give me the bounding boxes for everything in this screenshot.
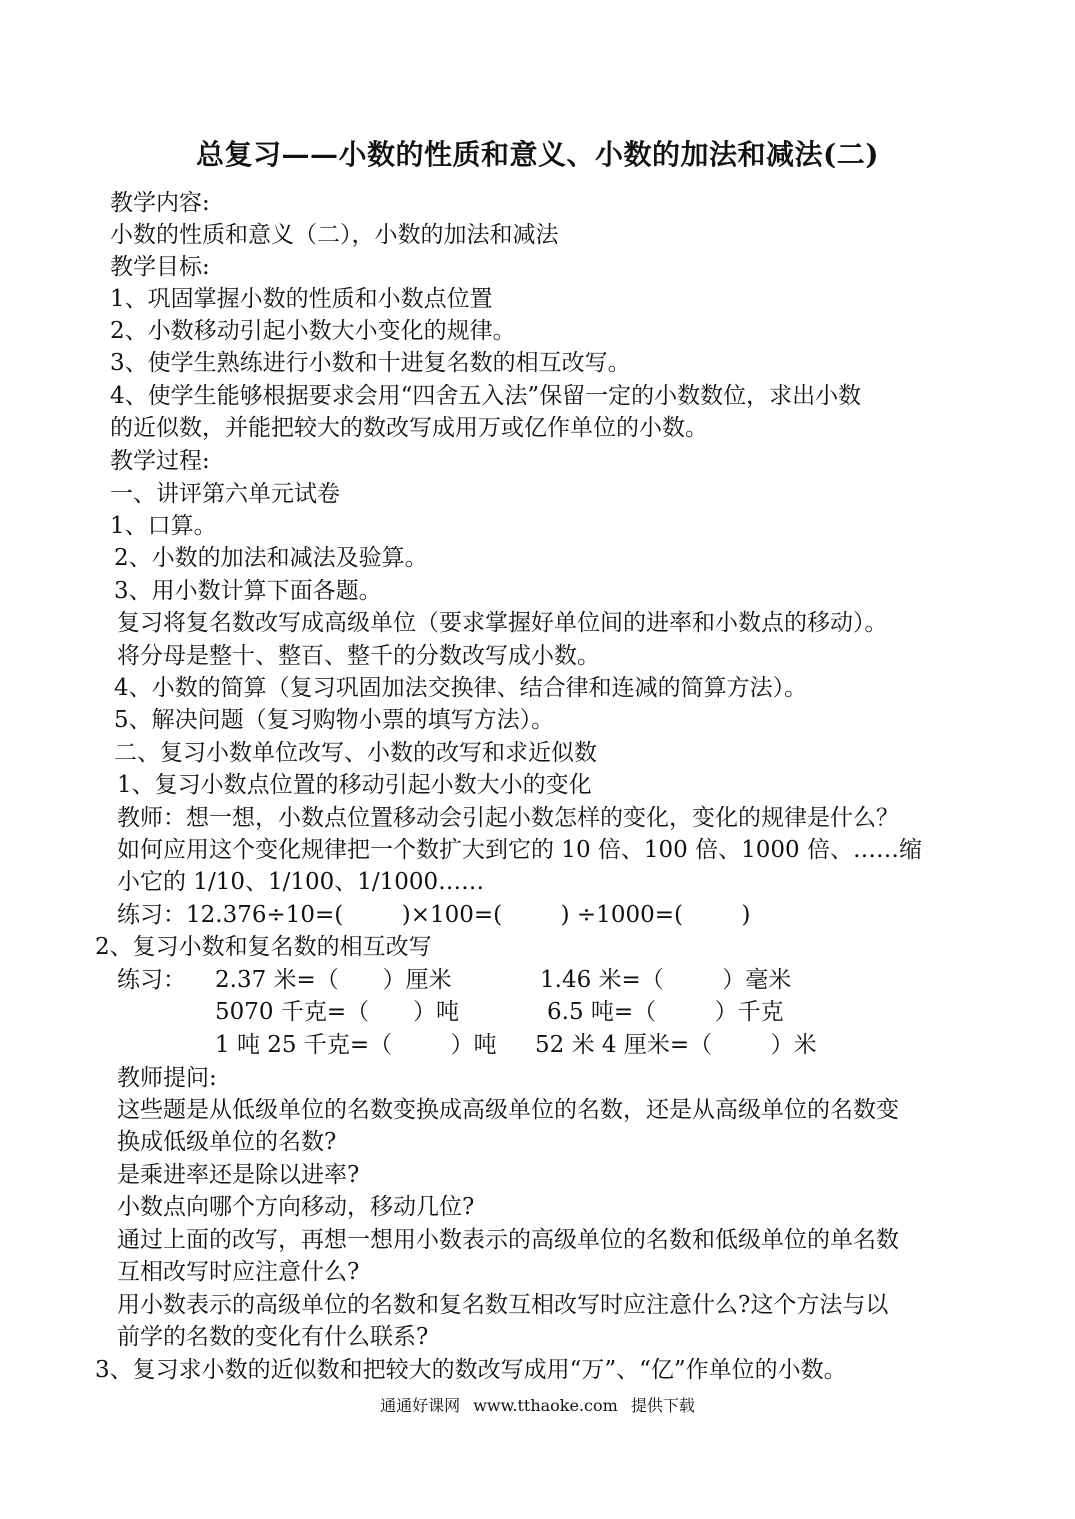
question-line: 小数点向哪个方向移动，移动几位? [117, 1194, 475, 1220]
exercise-item: 1 吨 25 千克=（ ）吨 [215, 1032, 497, 1058]
part1-item: 复习将复名数改写成高级单位（要求掌握好单位间的进率和小数点的移动）。 [117, 610, 888, 636]
question-line: 这些题是从低级单位的名数变换成高级单位的名数，还是从高级单位的名数变 [117, 1097, 899, 1123]
exercise-item: 2.37 米=（ ）厘米 [215, 967, 452, 993]
content-text: 小数的性质和意义（二），小数的加法和减法 [110, 222, 559, 248]
part2-sub2: 2、复习小数和复名数的相互改写 [95, 934, 432, 960]
content-heading: 教学内容: [110, 190, 210, 216]
footer-note: 提供下载 [630, 1396, 695, 1415]
part2-heading: 二、复习小数单位改写、小数的改写和求近似数 [114, 740, 597, 766]
page-title: 总复习——小数的性质和意义、小数的加法和减法(二) [196, 138, 879, 171]
footer-site-name: 通通好课网 [380, 1396, 461, 1415]
exercise-item: 1.46 米=（ ）毫米 [540, 967, 792, 993]
part2-sub3: 3、复习求小数的近似数和把较大的数改写成用“万”、“亿”作单位的小数。 [95, 1357, 847, 1383]
exercise-item: 5070 千克=（ ）吨 [215, 999, 459, 1025]
question-line: 通过上面的改写，再想一想用小数表示的高级单位的名数和低级单位的单名数 [117, 1227, 899, 1253]
exercise-item: 6.5 吨=（ ）千克 [547, 999, 784, 1025]
goal-item: 1、巩固掌握小数的性质和小数点位置 [110, 286, 493, 312]
part1-item: 5、解决问题（复习购物小票的填写方法）。 [114, 707, 555, 733]
footer-url[interactable]: www.tthaoke.com [473, 1396, 618, 1415]
practice-line: 练习：12.376÷10=( )×100=( ) ÷1000=( ) [117, 902, 751, 928]
question-line: 换成低级单位的名数? [117, 1129, 337, 1155]
question-line: 用小数表示的高级单位的名数和复名数互相改写时应注意什么?这个方法与以 [117, 1292, 889, 1318]
goals-heading: 教学目标: [110, 254, 210, 280]
exercise-item: 52 米 4 厘米=（ ）米 [535, 1032, 817, 1058]
goal-item: 3、使学生熟练进行小数和十进复名数的相互改写。 [110, 350, 631, 376]
question-line: 是乘进率还是除以进率? [117, 1162, 360, 1188]
teacher-prompt: 如何应用这个变化规律把一个数扩大到它的 10 倍、100 倍、1000 倍、……缩 [117, 837, 922, 863]
teacher-ask: 教师提问: [117, 1065, 217, 1091]
page-footer [0, 1393, 1075, 1416]
process-heading: 教学过程: [110, 448, 210, 474]
teacher-prompt: 小它的 1/10、1/100、1/1000…… [117, 869, 485, 895]
part1-item: 2、小数的加法和减法及验算。 [114, 545, 428, 571]
goal-item: 4、使学生能够根据要求会用“四舍五入法”保留一定的小数数位，求出小数 [110, 383, 862, 409]
goal-item: 2、小数移动引起小数大小变化的规律。 [110, 318, 516, 344]
question-line: 前学的名数的变化有什么联系? [117, 1324, 429, 1350]
part1-item: 将分母是整十、整百、整千的分数改写成小数。 [117, 643, 600, 669]
part1-item: 3、用小数计算下面各题。 [114, 578, 382, 604]
goal-item: 的近似数，并能把较大的数改写成用万或亿作单位的小数。 [110, 415, 708, 441]
part1-item: 4、小数的简算（复习巩固加法交换律、结合律和连减的简算方法）。 [114, 675, 808, 701]
part1-item: 1、口算。 [110, 513, 217, 539]
practice-label: 练习： [117, 967, 186, 993]
part1-heading: 一、讲评第六单元试卷 [110, 481, 340, 507]
part2-sub1: 1、复习小数点位置的移动引起小数大小的变化 [117, 772, 592, 798]
question-line: 互相改写时应注意什么? [117, 1259, 360, 1285]
teacher-prompt: 教师：想一想，小数点位置移动会引起小数怎样的变化，变化的规律是什么？ [117, 805, 899, 831]
